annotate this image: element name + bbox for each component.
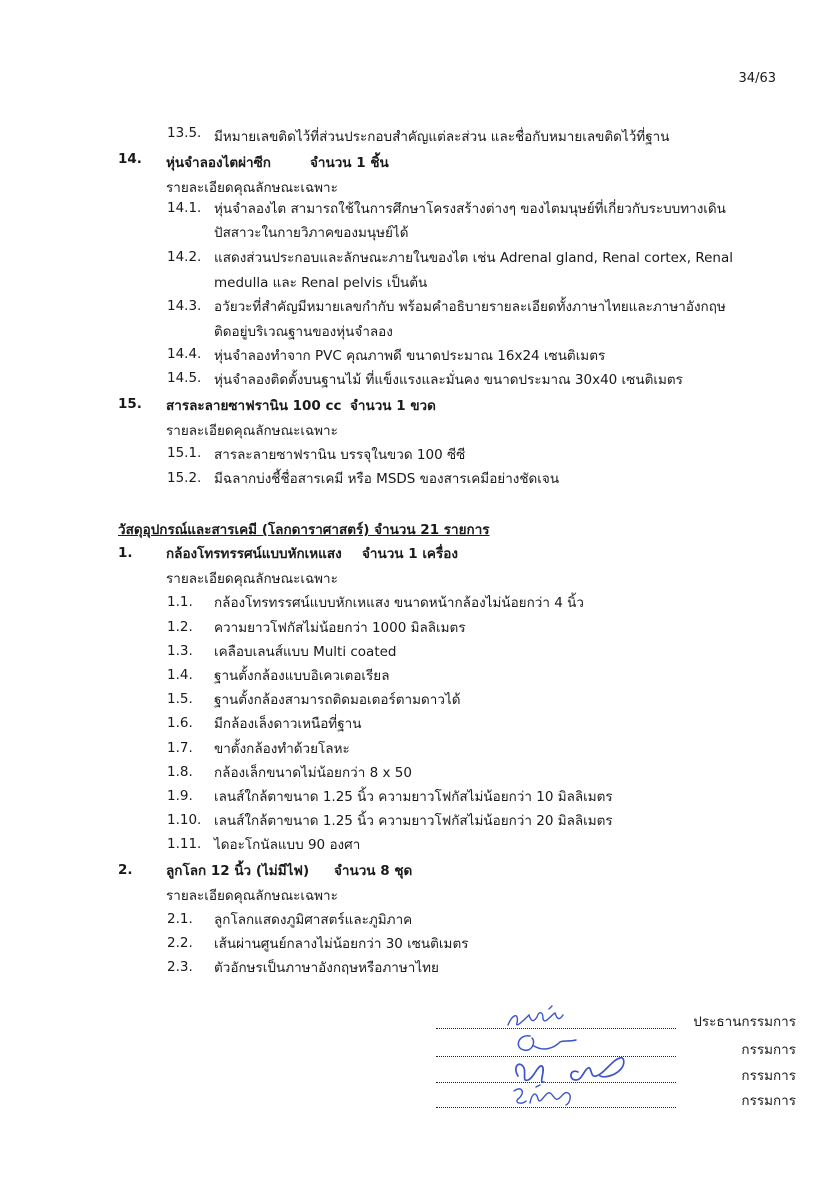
- item-14-3-line-2: ติดอยู่บริเวณฐานของหุ่นจำลอง: [214, 324, 393, 340]
- item-1-5-number: 1.5.: [167, 691, 193, 707]
- item-1-6-number: 1.6.: [167, 715, 193, 731]
- item-14-4-number: 14.4.: [167, 346, 202, 362]
- handwritten-signature-1: [505, 1005, 575, 1031]
- item-14-1-line-1: หุ่นจำลองไต สามารถใช้ในการศึกษาโครงสร้างต่างๆ ของไตมนุษย์ที่เกี่ยวกับระบบทางเดิน: [214, 201, 726, 217]
- item-2-1-text: ลูกโลกแสดงภูมิศาสตร์และภูมิภาค: [214, 912, 413, 928]
- item-1-4-number: 1.4.: [167, 667, 193, 683]
- item-14-2-line-1: แสดงส่วนประกอบและลักษณะภายในของไต เช่น Adrenal gland, Renal cortex, Renal: [214, 250, 733, 266]
- item-14-4-text: หุ่นจำลองทำจาก PVC คุณภาพดี ขนาดประมาณ 16x24 เซนติเมตร: [214, 348, 606, 364]
- item-2-2-number: 2.2.: [167, 935, 193, 951]
- handwritten-signature-2: [510, 1030, 582, 1056]
- item-1-6-text: มีกล้องเล็งดาวเหนือที่ฐาน: [214, 716, 362, 732]
- item-15-2-number: 15.2.: [167, 470, 202, 486]
- signature-role: กรรมการ: [741, 1093, 796, 1109]
- item-15-1-number: 15.1.: [167, 445, 202, 461]
- item-1-2-text: ความยาวโฟกัสไม่น้อยกว่า 1000 มิลลิเมตร: [214, 620, 466, 636]
- item-1-title: กล้องโทรทรรศน์แบบหักเหแสง: [166, 546, 342, 562]
- item-14-spec-label: รายละเอียดคุณลักษณะเฉพาะ: [166, 180, 338, 196]
- item-15-spec-label: รายละเอียดคุณลักษณะเฉพาะ: [166, 423, 338, 439]
- item-15-1-text: สารละลายซาฟรานิน บรรจุในขวด 100 ซีซี: [214, 447, 466, 463]
- item-15-quantity: จำนวน 1 ขวด: [350, 398, 436, 414]
- item-14-number: 14.: [118, 151, 142, 167]
- item-14-1-line-2: ปัสสาวะในกายวิภาคของมนุษย์ได้: [214, 225, 409, 241]
- item-1-quantity: จำนวน 1 เครื่อง: [362, 546, 458, 562]
- item-1-spec-label: รายละเอียดคุณลักษณะเฉพาะ: [166, 571, 338, 587]
- signature-role: กรรมการ: [741, 1042, 796, 1058]
- item-2-1-number: 2.1.: [167, 911, 193, 927]
- item-2-3-text: ตัวอักษรเป็นภาษาอังกฤษหรือภาษาไทย: [214, 960, 439, 976]
- handwritten-signature-4: [510, 1083, 580, 1109]
- item-1-7-text: ขาตั้งกล้องทำด้วยโลหะ: [214, 741, 350, 757]
- item-14-2-line-2: medulla และ Renal pelvis เป็นต้น: [214, 275, 428, 291]
- item-1-9-text: เลนส์ใกล้ตาขนาด 1.25 นิ้ว ความยาวโฟกัสไม่น้อยกว่า 10 มิลลิเมตร: [214, 789, 613, 805]
- item-14-2-number: 14.2.: [167, 249, 202, 265]
- section-title: วัสดุอุปกรณ์และสารเคมี (โลกดาราศาสตร์) จำนวน 21 รายการ: [118, 522, 490, 538]
- item-15-number: 15.: [118, 396, 142, 412]
- item-2-title: ลูกโลก 12 นิ้ว (ไม่มีไฟ): [166, 863, 310, 879]
- item-2-quantity: จำนวน 8 ชุด: [334, 863, 413, 879]
- item-13-5-text: มีหมายเลขติดไว้ที่ส่วนประกอบสำคัญแต่ละส่วน และชื่อกับหมายเลขติดไว้ที่ฐาน: [214, 129, 670, 145]
- item-2-2-text: เส้นผ่านศูนย์กลางไม่น้อยกว่า 30 เซนติเมตร: [214, 936, 469, 952]
- item-14-5-text: หุ่นจำลองติดตั้งบนฐานไม้ ที่แข็งแรงและมั่นคง ขนาดประมาณ 30x40 เซนติเมตร: [214, 372, 683, 388]
- item-1-5-text: ฐานตั้งกล้องสามารถติดมอเตอร์ตามดาวได้: [214, 692, 461, 708]
- item-14-3-number: 14.3.: [167, 298, 202, 314]
- item-1-2-number: 1.2.: [167, 619, 193, 635]
- item-1-11-text: ไดอะโกนัลแบบ 90 องศา: [214, 837, 361, 853]
- item-14-quantity: จำนวน 1 ชิ้น: [310, 155, 389, 171]
- signature-row-chair: [436, 1012, 796, 1032]
- item-15-2-text: มีฉลากบ่งชี้ชื่อสารเคมี หรือ MSDS ของสารเคมีอย่างชัดเจน: [214, 471, 560, 487]
- item-1-7-number: 1.7.: [167, 740, 193, 756]
- item-2-spec-label: รายละเอียดคุณลักษณะเฉพาะ: [166, 888, 338, 904]
- item-1-10-text: เลนส์ใกล้ตาขนาด 1.25 นิ้ว ความยาวโฟกัสไม่น้อยกว่า 20 มิลลิเมตร: [214, 813, 613, 829]
- item-1-1-number: 1.1.: [167, 594, 193, 610]
- item-14-title: หุ่นจำลองไตผ่าซีก: [166, 155, 271, 171]
- item-1-9-number: 1.9.: [167, 788, 193, 804]
- item-14-5-number: 14.5.: [167, 370, 202, 386]
- item-1-1-text: กล้องโทรทรรศน์แบบหักเหแสง ขนาดหน้ากล้องไม่น้อยกว่า 4 นิ้ว: [214, 595, 584, 611]
- signature-role: กรรมการ: [741, 1068, 796, 1084]
- item-14-3-line-1: อวัยวะที่สำคัญมีหมายเลขกำกับ พร้อมคำอธิบายรายละเอียดทั้งภาษาไทยและภาษาอังกฤษ: [214, 299, 726, 315]
- item-1-4-text: ฐานตั้งกล้องแบบอิเควเตอเรียล: [214, 668, 390, 684]
- item-15-title: สารละลายซาฟรานิน 100 cc: [166, 398, 342, 414]
- item-1-8-number: 1.8.: [167, 764, 193, 780]
- item-1-3-text: เคลือบเลนส์แบบ Multi coated: [214, 644, 397, 660]
- item-1-number: 1.: [118, 545, 133, 561]
- item-2-number: 2.: [118, 862, 133, 878]
- signature-row-member-3: [436, 1091, 796, 1111]
- item-1-8-text: กล้องเล็กขนาดไม่น้อยกว่า 8 x 50: [214, 765, 412, 781]
- signature-role: ประธานกรรมการ: [693, 1014, 796, 1030]
- item-13-5-number: 13.5.: [167, 125, 202, 141]
- item-1-3-number: 1.3.: [167, 643, 193, 659]
- item-2-3-number: 2.3.: [167, 959, 193, 975]
- item-1-11-number: 1.11.: [167, 836, 202, 852]
- item-14-1-number: 14.1.: [167, 200, 202, 216]
- item-1-10-number: 1.10.: [167, 812, 202, 828]
- page-number: 34/63: [738, 71, 776, 86]
